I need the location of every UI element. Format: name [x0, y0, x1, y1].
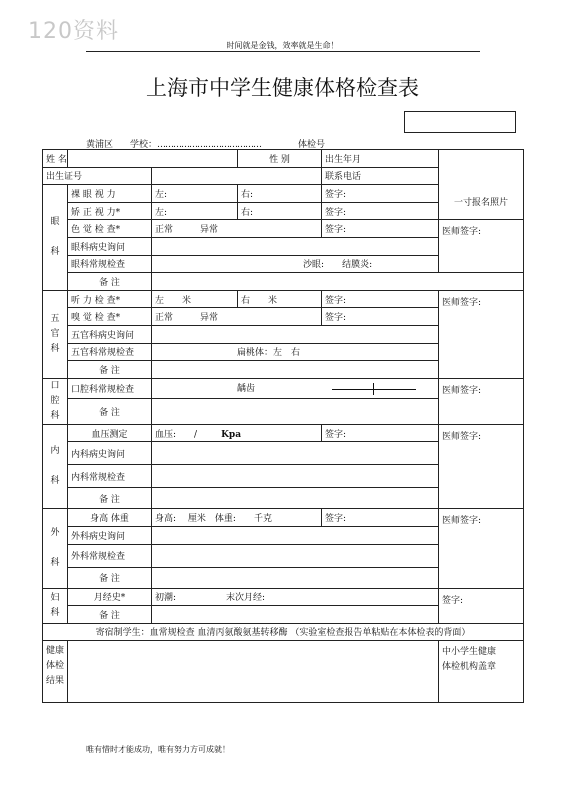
hearing-right[interactable]: 右 米 [238, 290, 322, 308]
school-dots: ………………………………… [157, 140, 262, 150]
oral-remark-label: 备 注 [68, 398, 152, 424]
school-label: 学校： [130, 140, 158, 150]
corrected-vision-sign[interactable]: 签字: [322, 202, 439, 220]
hearing-label: 听 力 检 查* [68, 290, 152, 308]
ent-doctor-sign[interactable]: 医师签字: [439, 290, 524, 378]
ent-routine-label: 五官科常规检查 [68, 343, 152, 361]
result-label: 健康 体检 结果 [43, 641, 68, 703]
footer-motto: 唯有惜时才能成功，唯有努力方可成就！ [86, 745, 230, 754]
height-weight-field[interactable]: 身高: 厘米 体重: 千克 [152, 509, 322, 527]
height-weight-label: 身高 体重 [68, 509, 152, 527]
gyn-sign[interactable]: 签字: [439, 588, 524, 623]
eye-doctor-sign[interactable]: 医师签字: [439, 220, 524, 273]
health-exam-form [42, 149, 524, 703]
ent-section-label: 五 官 科 [43, 290, 68, 378]
district-label: 黄浦区 [86, 140, 114, 150]
photo-box[interactable] [439, 150, 524, 220]
name-field[interactable] [68, 150, 238, 168]
internal-doctor-sign[interactable]: 医师签字: [439, 424, 524, 509]
ent-routine-field[interactable]: 扁桃体：左 右 [152, 343, 439, 361]
ent-remark-field[interactable] [152, 361, 439, 379]
ent-remark-label: 备 注 [68, 361, 152, 379]
tooth-chart-cross [332, 383, 416, 395]
corrected-vision-right[interactable]: 右: [238, 202, 322, 220]
eye-routine-label: 眼科常规检查 [68, 255, 152, 273]
bp-sign[interactable]: 签字: [322, 424, 439, 442]
oral-section-label: 口 腔 科 [43, 378, 68, 424]
oral-remark-field[interactable] [152, 398, 439, 424]
surgery-history-field[interactable] [152, 526, 439, 544]
internal-section-label: 内 科 [43, 424, 68, 509]
color-vision-options[interactable]: 正常 异常 [152, 220, 322, 238]
menstrual-label: 月经史* [68, 588, 152, 606]
smell-sign[interactable]: 签字: [322, 308, 439, 326]
eye-remark-label: 备 注 [68, 273, 152, 291]
color-vision-sign[interactable]: 签字: [322, 220, 439, 238]
boarding-note: 寄宿制学生：血常规检查 血清丙氨酸氨基转移酶 （实验室检查报告单粘贴在本体检表的背面） [43, 623, 524, 641]
naked-vision-left[interactable]: 左: [152, 185, 238, 203]
birth-label: 出生年月 [322, 150, 439, 168]
oral-routine-label: 口腔科常规检查 [68, 378, 152, 398]
phone-label: 联系电话 [322, 167, 439, 185]
smell-options[interactable]: 正常 异常 [152, 308, 322, 326]
header-motto: 时间就是金钱，效率就是生命！ [226, 41, 339, 50]
eye-history-label: 眼科病史询问 [68, 237, 152, 255]
hearing-sign[interactable]: 签字: [322, 290, 439, 308]
internal-routine-field[interactable] [152, 465, 439, 488]
page-title: 上海市中学生健康体格检查表 [146, 76, 419, 100]
photo-label: 一寸报名照片 [454, 198, 509, 209]
birth-cert-field[interactable] [152, 167, 322, 185]
color-vision-label: 色 觉 检 查* [68, 220, 152, 238]
watermark: 120资料 [28, 19, 119, 44]
eye-history-field[interactable] [152, 237, 439, 255]
ent-history-field[interactable] [152, 325, 439, 343]
bp-field[interactable]: 血压: / Kpa [152, 424, 322, 442]
internal-history-label: 内科病史询问 [68, 442, 152, 465]
eye-remark-field[interactable] [152, 273, 524, 291]
naked-vision-sign[interactable]: 签字: [322, 185, 439, 203]
surgery-remark-label: 备 注 [68, 567, 152, 588]
oral-doctor-sign[interactable]: 医师签字: [439, 378, 524, 424]
eye-routine-field[interactable]: 沙眼: 结膜炎: [152, 255, 439, 273]
result-stamp[interactable]: 中小学生健康 体检机构盖章 [439, 641, 524, 703]
name-label: 姓 名 [43, 150, 68, 168]
corrected-vision-label: 矫 正 视 力* [68, 202, 152, 220]
oral-routine-field[interactable] [152, 378, 439, 398]
birth-cert-label: 出生证号 [43, 167, 152, 185]
gender-label: 性 别 [238, 150, 322, 168]
internal-remark-label: 备 注 [68, 488, 152, 509]
bp-test-label: 血压测定 [68, 424, 152, 442]
gyn-section-label: 妇 科 [43, 588, 68, 623]
surgery-remark-field[interactable] [152, 567, 439, 588]
height-weight-sign[interactable]: 签字: [322, 509, 439, 527]
surgery-doctor-sign[interactable]: 医师签字: [439, 509, 524, 588]
internal-history-field[interactable] [152, 442, 439, 465]
internal-routine-label: 内科常规检查 [68, 465, 152, 488]
caries-label: 龋齿 [237, 384, 256, 395]
surgery-routine-label: 外科常规检查 [68, 544, 152, 567]
exam-no-label: 体检号 [298, 140, 326, 150]
eye-section-label: 眼 科 [43, 185, 68, 291]
gyn-remark-label: 备 注 [68, 606, 152, 624]
hearing-left[interactable]: 左 米 [152, 290, 238, 308]
surgery-history-label: 外科病史询问 [68, 526, 152, 544]
naked-vision-right[interactable]: 右: [238, 185, 322, 203]
smell-label: 嗅 觉 检 查* [68, 308, 152, 326]
ent-history-label: 五官科病史询问 [68, 325, 152, 343]
surgery-routine-field[interactable] [152, 544, 439, 567]
gyn-remark-field[interactable] [152, 606, 439, 624]
menstrual-field[interactable]: 初潮: 末次月经: [152, 588, 439, 606]
corrected-vision-left[interactable]: 左: [152, 202, 238, 220]
exam-number-box[interactable] [404, 111, 516, 133]
header-rule [86, 51, 480, 52]
naked-vision-label: 裸 眼 视 力 [68, 185, 152, 203]
internal-remark-field[interactable] [152, 488, 439, 509]
surgery-section-label: 外 科 [43, 509, 68, 588]
result-field[interactable] [68, 641, 439, 703]
